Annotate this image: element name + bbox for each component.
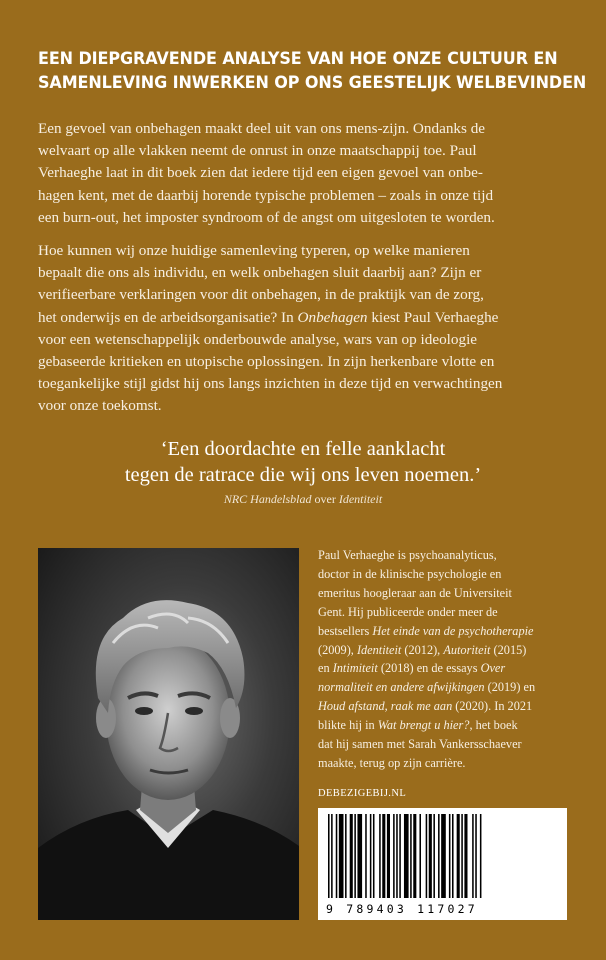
barcode-bar [345,814,347,898]
barcode-bar [472,814,474,898]
bio-text: (2020). In 2021 [452,699,533,714]
body-line: toegankelijke stijl gidst hij ons langs inzichten in deze tijd en verwachtingen [38,375,503,393]
barcode-bar [461,814,463,898]
quote-source [0,492,606,507]
body-line: bepaalt die ons als individu, en welk onbehagen sluit daarbij aan? Zijn er [38,264,482,282]
bio-line [318,622,578,641]
intro-line: hagen kent, met de daarbij horende typische problemen – zoals in onze tijd [38,186,494,204]
barcode-bar [370,814,372,898]
barcode-bar [350,814,353,898]
bio-line: Paul Verhaeghe is psychoanalyticus, [318,548,497,562]
bio-line [318,678,578,697]
bio-text: en [318,661,333,676]
headline-line-2: SAMENLEVING INWERKEN OP ONS GEESTELIJK WELBEVINDEN [38,73,587,92]
barcode-bar [413,814,416,898]
barcode-bar [480,814,482,898]
barcode-bar [419,814,421,898]
headline [38,47,587,95]
bio-text: , het boek [469,718,518,733]
headline-line-1: EEN DIEPGRAVENDE ANALYSE VAN HOE ONZE CULTUUR EN [38,49,558,68]
barcode-bar [379,814,381,898]
bio-line: doctor in de klinische psychologie en [318,566,502,581]
barcode-bar [365,814,367,898]
book-title: Intimiteit [332,661,378,676]
bio-line [318,641,578,660]
body-line: voor een wetenschappelijk onderbouwde analyse, wars van op ideologie [38,330,478,348]
barcode-bar [438,814,440,898]
barcode-bar [433,814,435,898]
barcode-bar [410,814,412,898]
barcode-bar [457,814,460,898]
body-line: verifieerbare verklaringen voor dit onbehagen, in de praktijk van de zorg, [38,286,484,304]
bio-text: (2015) [490,642,527,657]
barcode-bar [328,814,330,898]
body-line: voor onze toekomst. [38,397,162,415]
bio-text: (2018) en de essays [377,661,481,676]
book-title: Het einde van de psychotherapie [372,623,534,638]
intro-paragraph [38,118,573,229]
barcode-bar [426,814,428,898]
barcode-bar [399,814,401,898]
barcode-bar [449,814,451,898]
barcode-bar [387,814,390,898]
book-title: Wat brengt u hier? [377,718,470,733]
barcode-bar [393,814,395,898]
barcode-bar [382,814,385,898]
intro-line: welvaart op alle vlakken neemt de onrust in onze maatschappij toe. Paul [38,142,477,160]
bio-line [318,659,578,678]
bio-line: dat hij samen met Sarah Vankersschaever [318,737,522,752]
book-title: Houd afstand, raak me aan [318,699,453,714]
quote-line-2: tegen de ratrace die wij ons leven noemen.’ [124,464,482,486]
book-title: Identiteit [356,642,402,657]
barcode [318,808,567,920]
author-photo [38,548,299,920]
intro-line: een burn-out, het imposter syndroom of de angst om uitgesloten te worden. [38,208,495,226]
isbn-number: 9 789403 117027 [326,902,478,916]
bio-line [318,716,578,735]
body-paragraph [38,240,573,418]
quote-source-name: NRC Handelsblad [223,492,312,506]
barcode-bar [475,814,477,898]
barcode-bar [404,814,409,898]
quote-source-over: over [311,492,339,506]
barcode-bar [396,814,398,898]
publisher-website[interactable]: DEBEZIGEBIJ.NL [318,788,407,799]
review-quote [0,436,606,488]
quote-source-book: Identiteit [338,492,383,506]
bio-text: (2019) en [484,680,536,695]
body-text: het onderwijs en de arbeidsorganisatie? In [38,308,298,326]
bio-text: bestsellers [318,623,373,638]
barcode-bar [331,814,333,898]
barcode-bar [464,814,467,898]
body-line: gebaseerde kritieken en utopische oplossingen. In zijn herkenbare vlotte en [38,353,495,371]
book-title: Onbehagen [297,308,368,326]
book-title: normaliteit en andere afwijkingen [318,680,485,695]
author-bio [318,546,578,773]
bio-text: (2009), [318,642,357,657]
barcode-bar [452,814,454,898]
intro-line: Verhaeghe laat in dit boek zien dat iedere tijd een eigen gevoel van onbe- [38,164,483,182]
barcode-bar [336,814,338,898]
barcode-bars [326,814,558,900]
body-text: kiest Paul Verhaeghe [367,308,499,326]
book-title: Autoriteit [443,642,491,657]
quote-line-1: ‘Een doordachte en felle aanklacht [160,438,446,460]
bio-line: emeritus hoogleraar aan de Universiteit [318,585,512,600]
body-line: Hoe kunnen wij onze huidige samenleving typeren, op welke manieren [38,242,470,259]
book-title: Over [480,661,506,676]
bio-line: Gent. Hij publiceerde onder meer de [318,604,498,619]
barcode-bar [339,814,344,898]
barcode-bar [429,814,432,898]
bio-line [318,697,578,716]
bio-line: maakte, terug op zijn carrière. [318,755,466,770]
bio-text: blikte hij in [318,718,378,733]
intro-line: Een gevoel van onbehagen maakt deel uit van ons mens-zijn. Ondanks de [38,120,486,137]
barcode-bar [357,814,362,898]
body-line [38,307,573,329]
bio-text: (2012), [401,642,444,657]
barcode-bar [354,814,356,898]
barcode-bar [373,814,375,898]
barcode-bar [441,814,446,898]
